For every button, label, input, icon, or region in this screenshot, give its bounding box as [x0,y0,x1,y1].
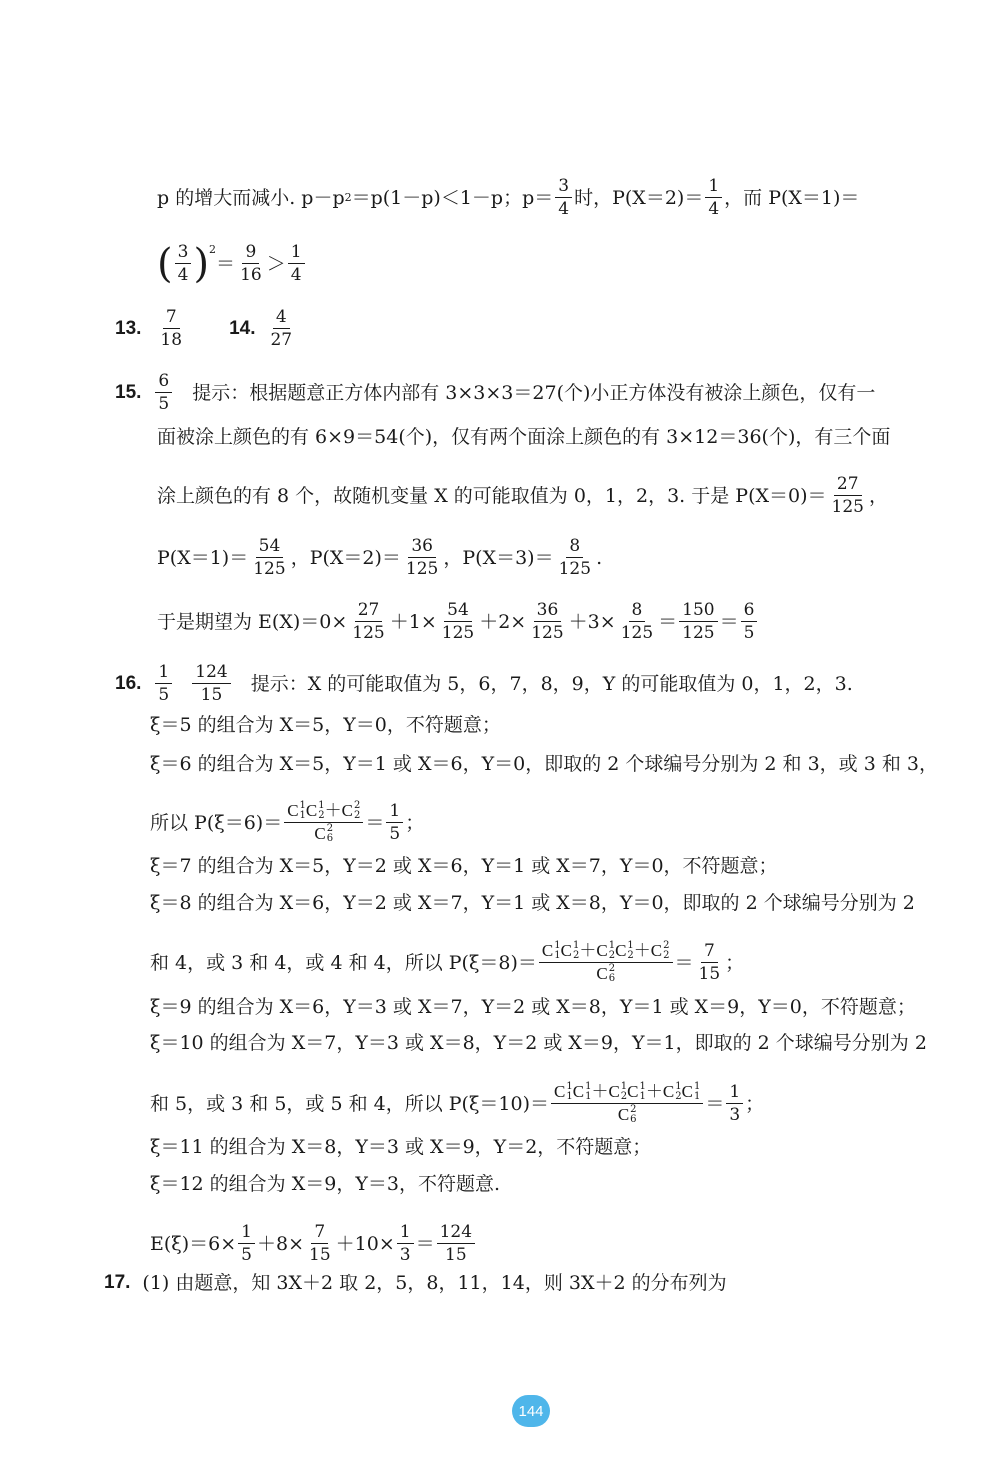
question-16-line1: 16. $\frac{1}{5}$ $\frac{124}{15}$ 提示：X 的可能取值为 5，6，7，8，9，Y 的可能取值为 0，1，2，3. [115,662,853,705]
text-line: 和 4，或 3 和 4，或 4 和 4，所以 P(ξ＝8)＝ C 1 1 C 1 2 ＋ C 1 2 C 1 2 ＋ C 2 2 C 2 6 ＝ $\frac{7}{15}$ ； [150,940,745,984]
answer-15: $\frac{6}{5}$ [155,371,172,414]
question-number-13: 13. [115,317,142,339]
text: 时，P(X＝2)＝ [574,186,704,209]
text-line: ξ＝8 的组合为 X＝6，Y＝2 或 X＝7，Y＝1 或 X＝8，Y＝0，即取的 2 个球编号分别为 2 [150,892,915,914]
text-line: P(X＝1)＝ $\frac{54}{125}$ ，P(X＝2)＝ $\frac{36}{125}$ ，P(X＝3)＝ $\frac{8}{125}$ . [157,536,603,579]
fraction: $\frac{3}{4}$ [555,176,572,219]
page-number-badge: 144 [512,1395,550,1427]
fraction: $\frac{27}{125}$ [831,474,864,517]
text-line: 面被涂上颜色的有 6×9＝54(个)，仅有两个面涂上颜色的有 3×12＝36(个)，有三个面 [157,426,891,448]
fraction: $\frac{1}{4}$ [288,242,305,285]
question-17-line1: 17. (1) 由题意，知 3X＋2 取 2，5，8，11，14，则 3X＋2 的分布列为 [104,1272,727,1294]
text-line: ξ＝12 的组合为 X＝9，Y＝3，不符题意. [150,1173,501,1195]
question-number-16: 16. [115,672,142,694]
fraction-combination: C 1 1 C 1 2 ＋ C 2 2 C 2 6 [284,801,363,844]
answer-14: $\frac{4}{27}$ [270,307,293,350]
fraction: $\frac{3}{4}$ [175,242,192,285]
text-line: 和 5，或 3 和 5，或 5 和 4，所以 P(ξ＝10)＝ C 1 1 C 1 1 ＋ C 1 2 C 1 1 ＋ C 1 2 C 1 1 C 2 6 ＝ $\frac{1}{3}$ ； [150,1081,765,1125]
text-line: 所以 P(ξ＝6)＝ C 1 1 C 1 2 ＋ C 2 2 C 2 6 ＝ $\frac{1}{5}$ ； [150,800,425,844]
answer-line-13-14 [115,307,297,350]
text-line: ξ＝10 的组合为 X＝7，Y＝3 或 X＝8，Y＝2 或 X＝9，Y＝1，即取的 2 个球编号分别为 2 [150,1032,927,1054]
answer-16a: $\frac{1}{5}$ [155,662,172,705]
text: ＝p(1－p)＜1－p；p＝ [351,186,554,209]
fraction-combination: C 1 1 C 1 1 ＋ C 1 2 C 1 1 ＋ C 1 2 C 1 1 C 2 6 [551,1082,703,1125]
text-line: ξ＝7 的组合为 X＝5，Y＝2 或 X＝6，Y＝1 或 X＝7，Y＝0，不符题意； [150,855,778,877]
question-15-line1: 15. $\frac{6}{5}$ 提示：根据题意正方体内部有 3×3×3＝27(个)小正方体没有被涂上颜色，仅有一 [115,371,876,414]
text-line: 涂上颜色的有 8 个，故随机变量 X 的可能取值为 0，1，2，3. 于是 P(X＝0)＝ $\frac{27}{125}$ ， [157,474,888,517]
fraction: $\frac{1}{4}$ [705,176,722,219]
text-line: p 的增大而减小. p－p 2 ＝p(1－p)＜1－p；p＝ $\frac{3}{4}$ 时，P(X＝2)＝ $\frac{1}{4}$ ，而 P(X＝1)＝ [157,176,860,219]
question-number-14: 14. [229,317,256,339]
fraction: $\frac{9}{16}$ [240,242,262,285]
text-line: ξ＝5 的组合为 X＝5，Y＝0，不符题意； [150,714,501,736]
text: p 的增大而减小. p－p [157,186,345,209]
text-line: E(ξ)＝6× $\frac{1}{5}$ ＋8× $\frac{7}{15}$ ＋10× $\frac{1}{3}$ ＝ $\frac{124}{15}$ [150,1222,477,1265]
text-line: ξ＝9 的组合为 X＝6，Y＝3 或 X＝7，Y＝2 或 X＝8，Y＝1 或 X＝9，Y＝0，不符题意； [150,996,916,1018]
text-line: ξ＝11 的组合为 X＝8，Y＝3 或 X＝9，Y＝2，不符题意； [150,1136,652,1158]
question-number-17: 17. [104,1272,131,1293]
text: ，而 P(X＝1)＝ [724,186,860,209]
text-line: ξ＝6 的组合为 X＝5，Y＝1 或 X＝6，Y＝0，即取的 2 个球编号分别为 2 和 3，或 3 和 3， [150,753,938,775]
fraction-combination: C 1 1 C 1 2 ＋ C 1 2 C 1 2 ＋ C 2 2 C 2 6 [539,941,673,984]
answer-16b: $\frac{124}{15}$ [192,662,230,705]
answer-13: $\frac{7}{18}$ [160,307,183,350]
text-line: ( $\frac{3}{4}$ ) $^2$ ＝ $\frac{9}{16}$ ＞ $\frac{1}{4}$ [157,242,307,285]
question-number-15: 15. [115,381,142,403]
text-line: 于是期望为 E(X)＝0× $\frac{27}{125}$ ＋1× $\frac{54}{125}$ ＋2× $\frac{36}{125}$ ＋3× $\frac{8}{125}$ ＝ $\frac{150}{125}$ ＝ $\frac{6}{5}$ [157,600,759,643]
